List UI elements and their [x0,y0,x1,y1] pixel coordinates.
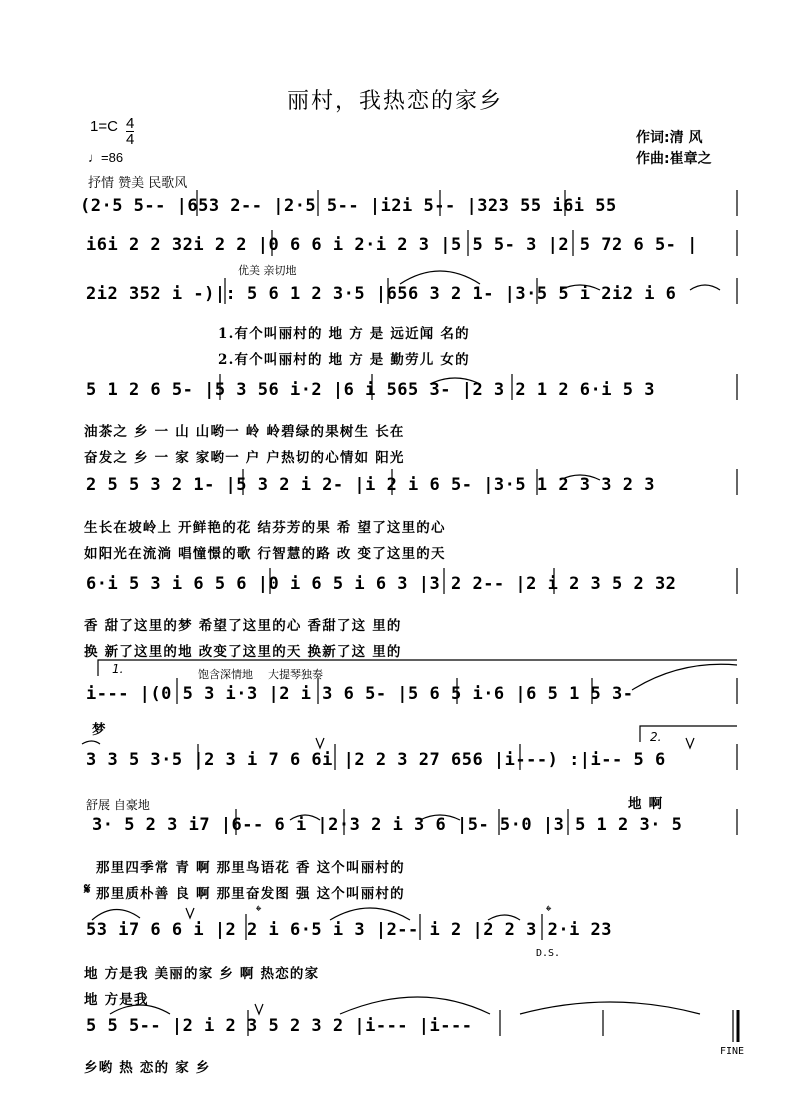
barline [198,744,737,770]
key-signature: 1=C [90,118,118,135]
slur [330,908,410,920]
barline [248,1010,603,1036]
volta-1-label: 1. [112,662,124,676]
expression-chorus: 舒展 自豪地 [86,798,150,812]
breath-mark [186,908,194,918]
volta-2-bracket [640,726,737,742]
barline [272,230,737,256]
barline [243,469,737,495]
score-system-11: 5 5 5-- |2 i 2 3 5 2 3 2 |i--- |i--- [86,1016,473,1036]
time-signature: 4 4 [126,115,135,148]
slur [690,285,720,290]
breath-mark [255,1004,263,1014]
score-system-9: 3· 5 2 3 i7 |6-- 6 i |2·3 2 i 3 6 |5- 5·0 |3 5 1 2 3· 5 [92,815,683,835]
lyric-final: 乡哟 热 恋的 家 乡 [84,1060,211,1076]
slur [420,815,460,820]
composer-credit: 作曲:崔章之 [636,151,712,167]
lyricist-credit: 作词:清 风 [636,130,703,146]
score-system-10: 53 i7 6 6 i |2 2 i 6·5 i 3 |2-- i 2 |2 2 3 2·i 23 [86,920,613,940]
breath-mark [316,738,324,748]
lyric-chorus-2: 那里质朴善 良 啊 那里奋发图 强 这个叫丽村的 [96,886,405,902]
slur [110,1005,170,1014]
lyric-chorus-1: 那里四季常 青 啊 那里鸟语花 香 这个叫丽村的 [96,860,405,876]
fine-mark: FINE [720,1046,745,1057]
page-title: 丽村，我热恋的家乡 [286,89,503,114]
slur [290,815,320,820]
tempo-mark: ♩=86 [88,150,124,165]
slur [340,997,490,1014]
slur [560,285,600,290]
barline [225,278,737,304]
barline [236,809,737,835]
score-system-8: 3 3 5 3·5 |2 3 i 7 6 6i |2 2 3 27 656 |i---) :|i-- 5 6 [86,750,666,770]
lyric-ending1: 梦 [92,722,107,738]
lyric-verse2-c: 如阳光在流淌 唱憧憬的歌 行智慧的路 改 变了这里的天 [84,546,446,562]
score-system-5: 2 5 5 3 2 1- |5 3 2 i 2- |i 2 i 6 5- |3·5 1 2 3 3 2 3 [86,475,655,495]
lyric-ending2: 地 啊 [628,796,664,812]
expression-verse: 优美 亲切地 [238,264,297,277]
lyric-verse2-d: 换 新了这里的地 改变了这里的天 换新了这 里的 [84,644,402,660]
lyric-chorus-4: 地 方是我 [84,992,149,1008]
expression-interlude-a: 饱含深情地 [198,668,253,681]
barline [220,374,737,400]
lyric-verse1-b: 油茶之 乡 一 山 山哟一 岭 岭碧绿的果树生 长在 [84,424,405,440]
breath-mark [686,738,694,748]
lyric-verse1-d: 香 甜了这里的梦 希望了这里的心 香甜了这 里的 [84,618,402,634]
slur [488,915,520,920]
lyric-chorus-3: 地 方是我 美丽的家 乡 啊 热恋的家 [84,966,320,982]
slur [520,1002,700,1014]
lyric-verse1-c: 生长在坡岭上 开鲜艳的花 结芬芳的果 希 望了这里的心 [84,520,446,536]
score-system-2: i6i 2 2 32i 2 2 |0 6 6 i 2·i 2 3 |5 5 5- 3 |2 5 72 6 5- | [86,235,698,255]
barline [270,568,737,594]
barline [246,914,542,940]
coda-sign-1: 𝄌 [256,902,262,920]
score-system-7: i--- |(0 5 3 i·3 |2 i 3 6 5- |5 6 5 i·6 |6 5 1 5 3- [86,684,634,704]
slur [560,475,600,480]
score-system-3: 2i2 352 i -)|: 5 6 1 2 3·5 |656 3 2 1- |3·5 5 i 2i2 i 6 [86,284,677,304]
slur [632,664,737,690]
barline [197,190,737,216]
expression-opening: 抒情 赞美 民歌风 [88,176,188,191]
score-system-6: 6·i 5 3 i 6 5 6 |0 i 6 5 i 6 3 |3 2 2-- |2 i 2 3 5 2 32 [86,574,677,594]
lyric-verse2-b: 奋发之 乡 一 家 家哟一 户 户热切的心情如 阳光 [84,450,405,466]
slur [430,378,480,384]
segno-sign: 𝄋 [84,880,92,898]
expression-interlude-b: 大提琴独奏 [268,668,323,681]
ds-mark: D.S. [536,948,561,959]
lyric-verse2-a: 2.有个叫丽村的 地 方 是 勤劳儿 女的 [218,352,470,368]
barline [177,678,737,704]
slur [400,271,480,284]
lyric-verse1-a: 1.有个叫丽村的 地 方 是 远近闻 名的 [218,326,470,342]
coda-sign-2: 𝄌 [546,902,552,920]
score-system-4: 5 1 2 6 5- |5 3 56 i·2 |6 i 565 3- |2 3 2 1 2 6·i 5 3 [86,380,655,400]
volta-1-bracket [98,660,737,676]
score-system-1: (2·5 5-- |653 2-- |2·5 5-- |i2i 5-- |323 55 i6i 55 [80,196,617,216]
slur [82,741,100,744]
slur [92,909,140,920]
volta-2-label: 2. [650,730,662,744]
